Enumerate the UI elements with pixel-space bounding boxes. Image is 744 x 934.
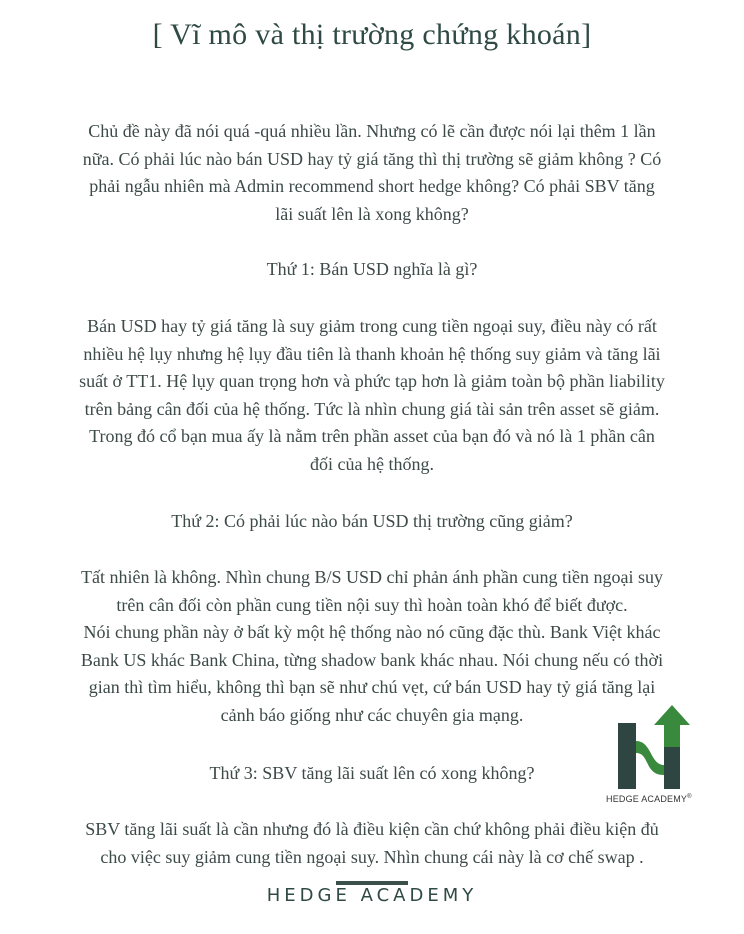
page-title: [ Vĩ mô và thị trường chứng khoán] — [152, 18, 592, 51]
intro-paragraph — [4, 118, 740, 228]
question-2-heading — [4, 508, 740, 536]
intro-line: lãi suất lên là xong không? — [275, 203, 469, 224]
hedge-academy-logo-icon — [600, 703, 710, 803]
logo-left-post — [618, 723, 636, 789]
logo-text-label: HEDGE ACADEMY — [606, 794, 688, 804]
answer-1-line: trên bảng cân đối của hệ thống. Tức là nhìn chung giá tài sản trên asset sẽ giảm. — [84, 398, 660, 419]
answer-1-line: Trong đó cổ bạn mua ấy là nằm trên phần asset của bạn đó và nó là 1 phần cân — [89, 426, 655, 447]
question-2-text: Thứ 2: Có phải lúc nào bán USD thị trường cũng giảm? — [171, 511, 573, 531]
logo-text — [606, 794, 692, 804]
answer-2-line: Tất nhiên là không. Nhìn chung B/S USD chỉ phản ánh phần cung tiền ngoại suy — [81, 567, 663, 587]
question-1-text: Thứ 1: Bán USD nghĩa là gì? — [266, 259, 478, 279]
logo-right-post — [664, 747, 680, 789]
answer-1-line: đối của hệ thống. — [310, 453, 434, 474]
intro-line: Chủ đề này đã nói quá -quá nhiều lần. Nhưng có lẽ cần được nói lại thêm 1 lần — [88, 121, 656, 141]
answer-1-line: Bán USD hay tỷ giá tăng là suy giảm trong cung tiền ngoại suy, điều này có rất — [87, 316, 657, 336]
answer-2-line: cảnh báo giống như các chuyên gia mạng. — [220, 704, 524, 725]
question-1-heading — [4, 256, 740, 284]
answer-2-line: Bank US khác Bank China, từng shadow bank khác nhau. Nói chung nếu có thời — [80, 649, 664, 670]
registered-mark: ® — [687, 794, 692, 800]
answer-3-line: SBV tăng lãi suất là cần nhưng đó là điều kiện cần chứ không phải điều kiện đủ — [85, 819, 659, 839]
answer-1-line: suất ở TT1. Hệ lụy quan trọng hơn và phức tạp hơn là giảm toàn bộ phần liability — [79, 371, 665, 392]
answer-3-paragraph — [4, 816, 740, 871]
question-3-text: Thứ 3: SBV tăng lãi suất lên có xong không? — [209, 763, 535, 783]
answer-1-paragraph — [4, 313, 740, 479]
footer-brand: HEDGE ACADEMY — [266, 885, 478, 906]
answer-1-line: nhiều hệ lụy nhưng hệ lụy đầu tiên là thanh khoản hệ thống suy giảm và tăng lãi — [83, 343, 661, 364]
logo-crossbar — [636, 741, 664, 775]
intro-line: nữa. Có phải lúc nào bán USD hay tỷ giá tăng thì thị trường sẽ giảm không ? Có — [82, 148, 662, 169]
intro-line: phải ngẫu nhiên mà Admin recommend short hedge không? Có phải SBV tăng — [89, 176, 655, 197]
answer-3-line: cho việc suy giảm cung tiền ngoại suy. Nhìn chung cái này là cơ chế swap . — [100, 846, 644, 867]
answer-2-line: gian thì tìm hiểu, không thì bạn sẽ như chú vẹt, cứ bán USD hay tỷ giá tăng lại — [88, 677, 656, 698]
answer-2-line: Nói chung phần này ở bất kỳ một hệ thống nào nó cũng đặc thù. Bank Việt khác — [83, 622, 661, 643]
answer-2-line: trên cân đối còn phần cung tiền nội suy thì hoàn toàn khó để biết được. — [116, 594, 628, 615]
